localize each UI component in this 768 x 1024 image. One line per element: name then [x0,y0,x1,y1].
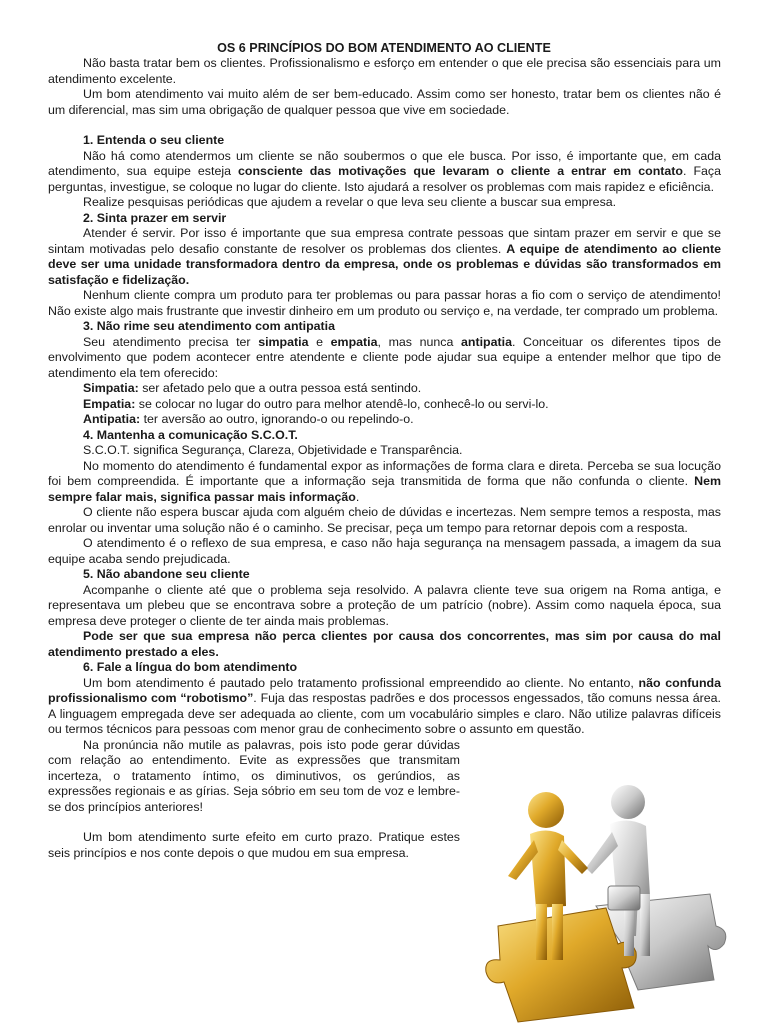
definition-antipatia: Antipatia: ter aversão ao outro, ignorando-o ou repelindo-o. [83,412,414,426]
section-4-paragraph-4: O atendimento é o reflexo de sua empresa, e caso não haja segurança na mensagem passada, a imagem da sua equipe acaba sendo prejudicada. [48,536,721,566]
definition-empatia: Empatia: se colocar no lugar do outro para melhor atendê-lo, conhecê-lo ou servi-lo. [83,396,549,411]
section-1-paragraph-2: Realize pesquisas periódicas que ajudem a revelar o que leva seu cliente a buscar sua empresa. [83,195,617,209]
section-1-heading: 1. Entenda o seu cliente [83,133,225,147]
section-6-heading: 6. Fale a língua do bom atendimento [83,660,298,674]
section-6-paragraph-1: Um bom atendimento é pautado pelo tratamento profissional empreendido ao cliente. No entanto, não confunda profissionalismo com “robotismo”. Fuja das respostas padrões e dos processos engessados, tão comuns nessa área. A linguagem empregada deve ser adequada ao cliente, com um vocabulário simples e claro. Não utilize palavras difíceis ou termos técnicos para pessoas com menor grau de conhecimento sobre o assunto em questão. [48,675,721,736]
section-4-paragraph-2: No momento do atendimento é fundamental expor as informações de forma clara e direta. Perceba se sua locução foi bem compreendida. É importante que a informação seja transmitida de forma que não confunda o cliente. Nem sempre falar mais, significa passar mais informação. [48,458,721,504]
section-6-paragraph-3: Um bom atendimento surte efeito em curto prazo. Pratique estes seis princípios e nos conte depois o que mudou em sua empresa. [48,830,460,860]
section-4-paragraph-3: O cliente não espera buscar ajuda com alguém cheio de dúvidas e incertezas. Nem sempre temos a resposta, mas enrolar ou inventar uma solução não é o caminho. Se precisar, peça um tempo para retornar depois com a resposta. [48,505,721,535]
section-5-heading: 5. Não abandone seu cliente [83,567,250,581]
definition-simpatia: Simpatia: ser afetado pelo que a outra pessoa está sentindo. [83,381,422,395]
section-2-paragraph-2: Nenhum cliente compra um produto para ter problemas ou para passar horas a fio com o serviço de atendimento! Não existe algo mais frustrante que investir dinheiro em um produto ou serviço e, na verdade, ter comprado um problema. [48,288,721,318]
intro-paragraph-2: Um bom atendimento vai muito além de ser bem-educado. Assim como ser honesto, tratar bem os clientes não é um diferencial, mas sim uma obrigação de qualquer pessoa que vive em sociedade. [48,87,721,117]
section-3-paragraph-1: Seu atendimento precisa ter simpatia e empatia, mas nunca antipatia. Conceituar os diferentes tipos de envolvimento que podem acontecer entre atendente e cliente pode ajudar sua equipe a entender melhor que tipo de atendimento ela tem oferecido: [48,334,721,380]
section-3-heading: 3. Não rime seu atendimento com antipatia [83,319,336,333]
document-title: OS 6 PRINCÍPIOS DO BOM ATENDIMENTO AO CLIENTE [217,41,551,55]
section-6-paragraph-2: Na pronúncia não mutile as palavras, pois isto pode gerar dúvidas com relação ao entendimento. Evite as expressões que transmitam incerteza, o tratamento íntimo, os diminutivos, os gerúndios, as expressões regionais e as gírias. Seja sóbrio em seu tom de voz e lembre-se dos princípios anteriores! [48,737,460,814]
section-5-paragraph-2: Pode ser que sua empresa não perca clientes por causa dos concorrentes, mas sim por causa do mal atendimento prestado a eles. [48,629,721,659]
intro-paragraph-1: Não basta tratar bem os clientes. Profissionalismo e esforço em entender o que ele precisa são essenciais para um atendimento excelente. [48,56,721,86]
section-4-heading: 4. Mantenha a comunicação S.C.O.T. [83,427,298,442]
document-body [48,56,721,861]
section-2-paragraph-1: Atender é servir. Por isso é importante que sua empresa contrate pessoas que sintam prazer em servir e que se sintam motivadas pelo desafio constante de resolver os problemas dos clientes. A equipe de atendimento ao cliente deve ser uma unidade transformadora dentro da empresa, onde os problemas e dúvidas são transformados em satisfação e fidelização. [48,226,721,287]
handshake-puzzle-illustration [478,776,728,1024]
section-5-paragraph-1: Acompanhe o cliente até que o problema seja resolvido. A palavra cliente teve sua origem na Roma antiga, e representava um plebeu que se encontrava sobre a proteção de um patrício (nobre). Assim como naquela época, sua empresa deve proteger o cliente de ter ainda mais problemas. [48,582,721,628]
section-2-heading: 2. Sinta prazer em servir [83,210,227,225]
section-4-paragraph-1: S.C.O.T. significa Segurança, Clareza, Objetividade e Transparência. [83,443,463,457]
section-1-paragraph-1: Não há como atendermos um cliente se não soubermos o que ele busca. Por isso, é importante que, em cada atendimento, sua equipe esteja consciente das motivações que levaram o cliente a entrar em contato. Faça perguntas, investigue, se coloque no lugar do cliente. Isto ajudará a resolver os problemas com mais rapidez e eficiência. [48,148,722,194]
